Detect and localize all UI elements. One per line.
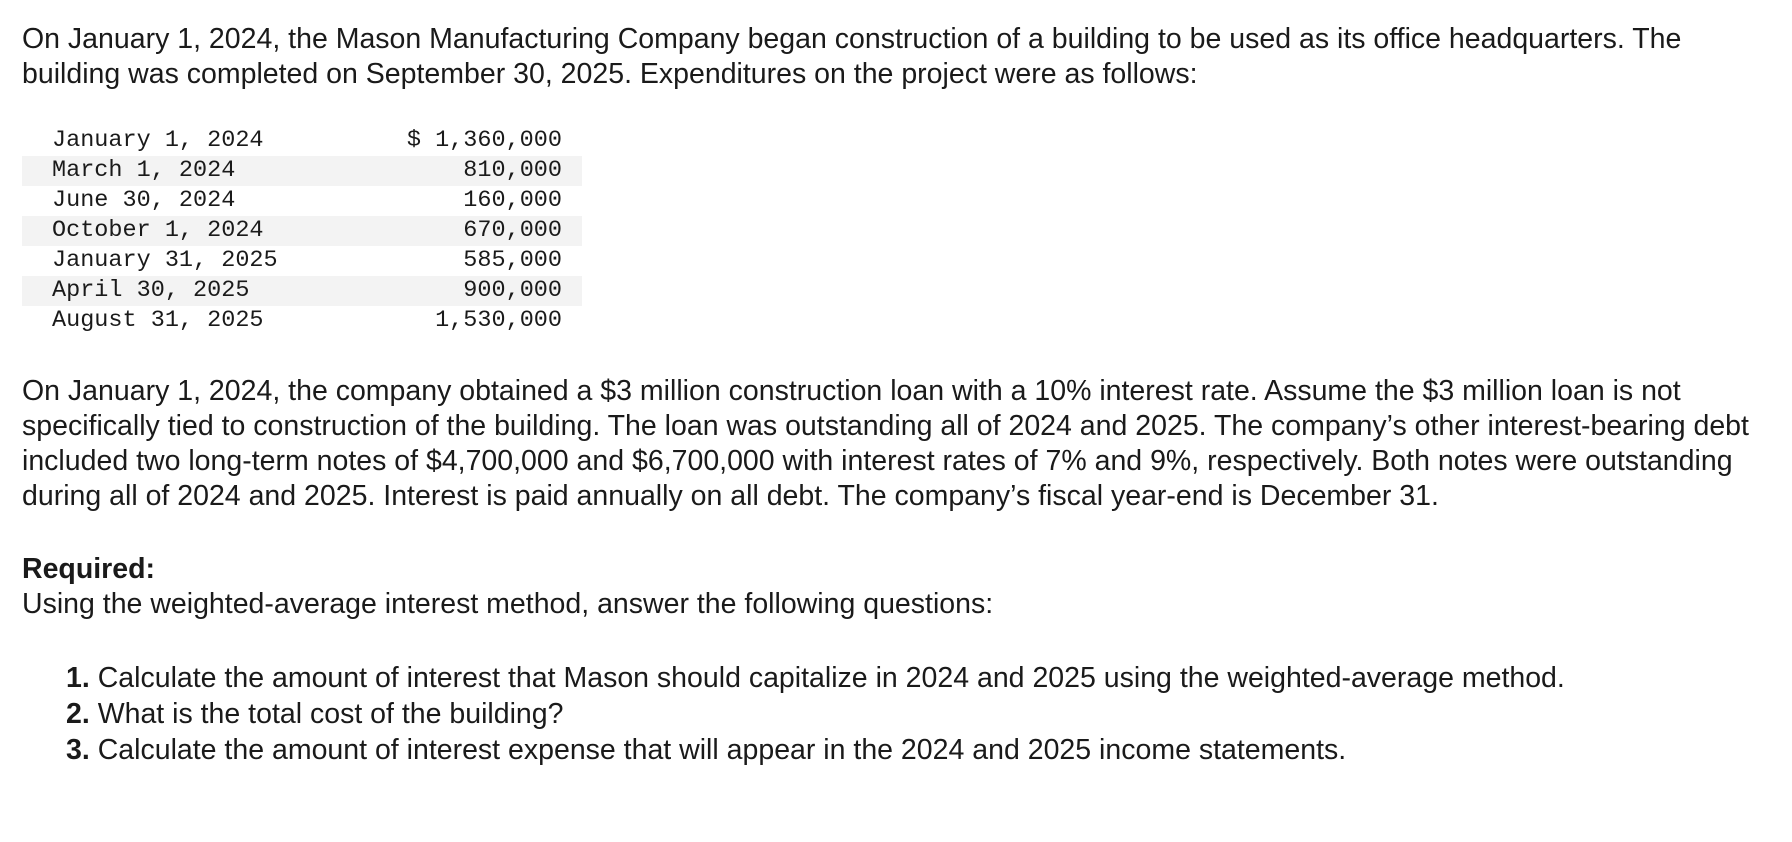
- table-row: [22, 186, 582, 216]
- instruction-text: Using the weighted-average interest method, answer the following questions:: [22, 588, 994, 620]
- question-number: 3.: [66, 734, 90, 766]
- question-number: 1.: [66, 662, 90, 694]
- questions-list: [22, 660, 1777, 768]
- required-heading: Required:: [22, 553, 156, 585]
- question-number: 2.: [66, 698, 90, 730]
- question-text: What is the total cost of the building?: [97, 698, 564, 730]
- expenditure-amount: 670,000: [372, 216, 582, 246]
- table-row: [22, 216, 582, 246]
- expenditure-date: April 30, 2025: [22, 276, 372, 306]
- expenditure-date: October 1, 2024: [22, 216, 372, 246]
- table-row: [22, 156, 582, 186]
- list-item: [22, 660, 1777, 696]
- question-text: Calculate the amount of interest expense that will appear in the 2024 and 2025 income statements.: [97, 734, 1347, 766]
- expenditure-amount: $ 1,360,000: [406, 127, 562, 154]
- expenditures-table: [22, 126, 582, 336]
- table-row: [22, 126, 582, 156]
- intro-paragraph: On January 1, 2024, the Mason Manufacturing Company began construction of a building to be used as its office headquarters. The building was completed on September 30, 2025. Expenditures on the project were as follows:: [22, 23, 1682, 90]
- list-item: [22, 696, 1777, 732]
- expenditure-date: August 31, 2025: [52, 307, 264, 334]
- expenditure-date: June 30, 2024: [52, 187, 236, 214]
- expenditure-amount: 1,530,000: [435, 307, 562, 334]
- expenditure-amount: 900,000: [372, 276, 582, 306]
- table-row: [22, 276, 582, 306]
- loan-paragraph: On January 1, 2024, the company obtained a $3 million construction loan with a 10% interest rate. Assume the $3 million loan is not specifically tied to construction of the building. The loan was outstanding all of 2024 and 2025. The company’s other interest-bearing debt included two long-term notes of $4,700,000 and $6,700,000 with interest rates of 7% and 9%, respectively. Both notes were outstanding during all of 2024 and 2025. Interest is paid annually on all debt. The company’s fiscal year-end is December 31.: [22, 375, 1749, 512]
- expenditure-amount: 810,000: [372, 156, 582, 186]
- table-row: [22, 246, 582, 276]
- list-item: [22, 732, 1777, 768]
- table-row: [22, 306, 582, 336]
- problem-document: [22, 22, 1777, 768]
- expenditure-amount: 585,000: [463, 247, 562, 274]
- question-text: Calculate the amount of interest that Mason should capitalize in 2024 and 2025 using the weighted-average method.: [97, 662, 1565, 694]
- expenditure-date: January 1, 2024: [52, 127, 264, 154]
- expenditure-date: March 1, 2024: [22, 156, 372, 186]
- expenditure-date: January 31, 2025: [52, 247, 278, 274]
- expenditure-amount: 160,000: [463, 187, 562, 214]
